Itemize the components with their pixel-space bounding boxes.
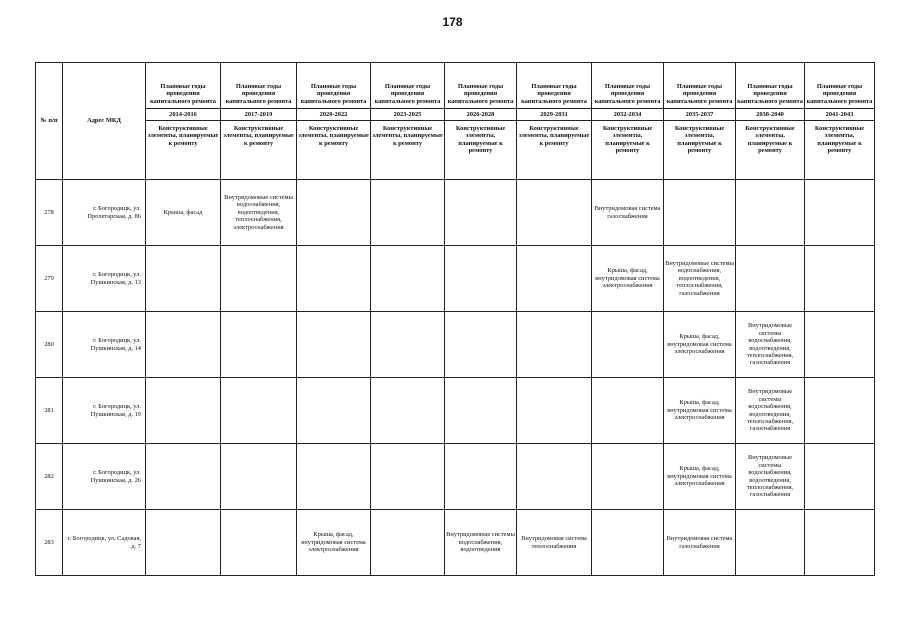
repair-elements-cell	[445, 444, 517, 510]
row-number-cell: 278	[36, 180, 63, 246]
repair-elements-cell	[297, 444, 371, 510]
column-header-period: 2038-2040	[736, 109, 805, 121]
repair-elements-cell	[736, 246, 805, 312]
column-header-period: 2026-2028	[445, 109, 517, 121]
repair-elements-cell	[297, 180, 371, 246]
column-header-period: 2041-2043	[805, 109, 875, 121]
repair-elements-cell	[146, 246, 221, 312]
repair-elements-cell	[371, 378, 445, 444]
repair-elements-cell	[297, 246, 371, 312]
repair-elements-cell: Крыша, фасад, внутридомовая система электроснабжения	[297, 510, 371, 576]
repair-elements-cell	[805, 312, 875, 378]
repair-elements-cell	[517, 378, 592, 444]
repair-elements-cell: Крыша, фасад, внутридомовая система электроснабжения	[592, 246, 664, 312]
repair-elements-cell	[146, 312, 221, 378]
column-header-period: 2020-2022	[297, 109, 371, 121]
repair-elements-cell	[297, 378, 371, 444]
column-header-period: 2017-2019	[221, 109, 297, 121]
column-header-planned-years: Плановые годы проведения капитального ремонта	[371, 63, 445, 109]
repair-elements-cell: Внутридомовые системы водоснабжения, водоотведения, теплоснабжения, газоснабжения	[736, 444, 805, 510]
column-header-elements: Конструктивные элементы, планируемые к ремонту	[371, 121, 445, 180]
address-cell: г. Богородицк, ул. Пушкинская, д. 14	[63, 312, 146, 378]
column-header-planned-years: Плановые годы проведения капитального ремонта	[592, 63, 664, 109]
repair-elements-cell	[146, 510, 221, 576]
column-header-planned-years: Плановые годы проведения капитального ремонта	[445, 63, 517, 109]
column-header-elements: Конструктивные элементы, планируемые к ремонту	[297, 121, 371, 180]
row-number-cell: 279	[36, 246, 63, 312]
repair-elements-cell	[146, 444, 221, 510]
repair-elements-cell: Крыша, фасад, внутридомовая система электроснабжения	[664, 378, 736, 444]
table-row	[36, 246, 875, 312]
repair-elements-cell	[517, 180, 592, 246]
repair-elements-cell	[445, 246, 517, 312]
capital-repair-plan-table	[35, 62, 875, 576]
repair-elements-cell	[736, 180, 805, 246]
column-header-period: 2023-2025	[371, 109, 445, 121]
address-cell: г. Богородицк, ул. Пролетарская, д. 86	[63, 180, 146, 246]
repair-elements-cell	[371, 312, 445, 378]
repair-elements-cell	[805, 246, 875, 312]
column-header-elements: Конструктивные элементы, планируемые к ремонту	[445, 121, 517, 180]
repair-elements-cell: Крыша, фасад, внутридомовая система электроснабжения	[664, 312, 736, 378]
address-cell: г. Богородицк, ул. Садовая, д. 7	[63, 510, 146, 576]
column-header-planned-years: Плановые годы проведения капитального ремонта	[664, 63, 736, 109]
repair-elements-cell: Внутридомовые системы водоснабжения, водоотведения, теплоснабжения, газоснабжения	[736, 378, 805, 444]
repair-elements-cell: Внутридомовые системы водоснабжения, водоотведения, теплоснабжения, электроснабжения	[221, 180, 297, 246]
repair-elements-cell: Внутридомовая система теплоснабжения	[517, 510, 592, 576]
repair-elements-cell	[592, 510, 664, 576]
repair-elements-cell	[664, 180, 736, 246]
table-row	[36, 510, 875, 576]
repair-elements-cell	[371, 180, 445, 246]
table-row	[36, 378, 875, 444]
column-header-period: 2014-2016	[146, 109, 221, 121]
table-header	[36, 63, 875, 180]
repair-elements-cell: Внутридомовая система газоснабжения	[664, 510, 736, 576]
repair-elements-cell	[221, 444, 297, 510]
address-cell: г. Богородицк, ул. Пушкинская, д. 13	[63, 246, 146, 312]
repair-elements-cell: Крыша, фасад	[146, 180, 221, 246]
column-header-planned-years: Плановые годы проведения капитального ремонта	[517, 63, 592, 109]
repair-elements-cell	[805, 378, 875, 444]
repair-elements-cell	[592, 444, 664, 510]
repair-elements-cell	[371, 444, 445, 510]
repair-elements-cell	[445, 378, 517, 444]
column-header-period: 2029-2031	[517, 109, 592, 121]
column-header-elements: Конструктивные элементы, планируемые к ремонту	[517, 121, 592, 180]
repair-elements-cell: Внутридомовые системы водоснабжения, водоотведения, теплоснабжения, газоснабжения	[736, 312, 805, 378]
column-header-elements: Конструктивные элементы, планируемые к ремонту	[221, 121, 297, 180]
repair-elements-cell	[805, 444, 875, 510]
repair-elements-cell	[592, 312, 664, 378]
column-header-planned-years: Плановые годы проведения капитального ремонта	[736, 63, 805, 109]
repair-elements-cell	[736, 510, 805, 576]
repair-elements-cell	[805, 510, 875, 576]
column-header-planned-years: Плановые годы проведения капитального ремонта	[146, 63, 221, 109]
repair-elements-cell	[371, 510, 445, 576]
address-cell: г. Богородицк, ул. Пушкинская, д. 26	[63, 444, 146, 510]
column-header-elements: Конструктивные элементы, планируемые к ремонту	[736, 121, 805, 180]
repair-elements-cell: Внутридомовые системы водоснабжения, водоотведения, теплоснабжения, газоснабжения	[664, 246, 736, 312]
repair-elements-cell: Внутридомовая система газоснабжения	[592, 180, 664, 246]
row-number-cell: 281	[36, 378, 63, 444]
repair-elements-cell	[517, 444, 592, 510]
column-header-planned-years: Плановые годы проведения капитального ремонта	[221, 63, 297, 109]
column-header-elements: Конструктивные элементы, планируемые к ремонту	[146, 121, 221, 180]
column-header-elements: Конструктивные элементы, планируемые к ремонту	[805, 121, 875, 180]
column-header-elements: Конструктивные элементы, планируемые к ремонту	[592, 121, 664, 180]
page-number: 178	[442, 15, 463, 29]
repair-elements-cell	[805, 180, 875, 246]
column-header-elements: Конструктивные элементы, планируемые к ремонту	[664, 121, 736, 180]
row-number-cell: 283	[36, 510, 63, 576]
column-header-address: Адрес МКД	[63, 63, 146, 180]
repair-elements-cell	[445, 312, 517, 378]
repair-elements-cell	[371, 246, 445, 312]
repair-elements-cell	[297, 312, 371, 378]
column-header-num: № п/п	[36, 63, 63, 180]
repair-elements-cell	[592, 378, 664, 444]
repair-elements-cell	[221, 312, 297, 378]
table-row	[36, 180, 875, 246]
repair-elements-cell: Внутридомовые системы водоснабжения, водоотведения	[445, 510, 517, 576]
repair-elements-cell	[221, 378, 297, 444]
repair-elements-cell	[517, 246, 592, 312]
column-header-planned-years: Плановые годы проведения капитального ремонта	[805, 63, 875, 109]
repair-elements-cell	[221, 510, 297, 576]
repair-elements-cell	[517, 312, 592, 378]
address-cell: г. Богородицк, ул. Пушкинская, д. 19	[63, 378, 146, 444]
table-row	[36, 444, 875, 510]
table-body	[36, 180, 875, 576]
column-header-period: 2032-2034	[592, 109, 664, 121]
repair-elements-cell: Крыша, фасад, внутридомовая система электроснабжения	[664, 444, 736, 510]
repair-elements-cell	[146, 378, 221, 444]
column-header-period: 2035-2037	[664, 109, 736, 121]
row-number-cell: 282	[36, 444, 63, 510]
table-row	[36, 312, 875, 378]
repair-elements-cell	[445, 180, 517, 246]
repair-elements-cell	[221, 246, 297, 312]
column-header-planned-years: Плановые годы проведения капитального ремонта	[297, 63, 371, 109]
row-number-cell: 280	[36, 312, 63, 378]
